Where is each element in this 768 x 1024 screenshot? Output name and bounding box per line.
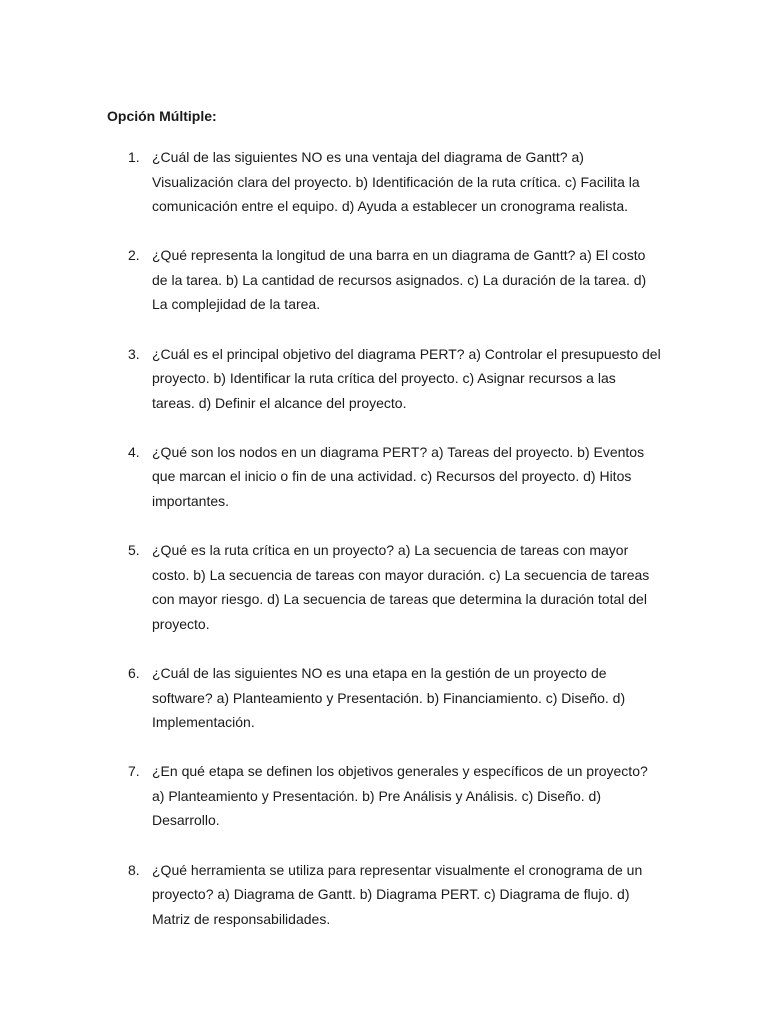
question-item [0,858,768,932]
question-item [0,243,768,317]
question-number: 4. [128,443,140,460]
question-text: ¿Cuál de las siguientes NO es una ventaja del diagrama de Gantt? a) Visualización clara del proyecto. b) Identificación de la ruta crítica. c) Facilita la comunicación entre el equipo. d) Ayuda a establecer un cronograma realista. [152,149,640,215]
question-item [0,342,768,416]
question-text: ¿Qué herramienta se utiliza para representar visualmente el cronograma de un proyecto? a) Diagrama de Gantt. b) Diagrama PERT. c) Diagrama de flujo. d) Matriz de responsabilidades. [152,861,643,927]
question-number: 1. [128,149,140,165]
question-item [0,440,768,514]
question-number: 7. [128,763,140,780]
question-item [0,538,768,636]
question-item [0,661,768,735]
question-item [0,759,768,833]
question-number: 6. [128,665,140,681]
question-text: ¿Cuál es el principal objetivo del diagrama PERT? a) Controlar el presupuesto del proyecto. b) Identificar la ruta crítica del proyecto. c) Asignar recursos a las tareas. d) Definir el alcance del proyecto. [152,345,661,411]
question-text: ¿Cuál de las siguientes NO es una etapa en la gestión de un proyecto de software? a) Planteamiento y Presentación. b) Financiamiento. c) Diseño. d) Implementación. [152,665,626,731]
question-list [0,145,768,956]
question-text: ¿Qué es la ruta crítica en un proyecto? a) La secuencia de tareas con mayor costo. b) La secuencia de tareas con mayor duración. c) La secuencia de tareas con mayor riesgo. d) La secuencia de tareas que determina la duración total del proyecto. [152,542,650,632]
question-text: ¿Qué son los nodos en un diagrama PERT? a) Tareas del proyecto. b) Eventos que marcan el inicio o fin de una actividad. c) Recursos del proyecto. d) Hitos importantes. [152,443,645,510]
question-number: 5. [128,542,140,559]
question-item [0,145,768,219]
question-number: 3. [128,345,140,362]
question-text: ¿Qué representa la longitud de una barra en un diagrama de Gantt? a) El costo de la tarea. b) La cantidad de recursos asignados. c) La duración de la tarea. d) La complejidad de la tarea. [152,247,647,313]
question-number: 8. [128,861,140,878]
question-text: ¿En qué etapa se definen los objetivos generales y específicos de un proyecto? a) Planteamiento y Presentación. b) Pre Análisis y Análisis. c) Diseño. d) Desarrollo. [152,763,648,829]
question-number: 2. [128,247,140,264]
section-title: Opción Múltiple: [107,108,217,124]
